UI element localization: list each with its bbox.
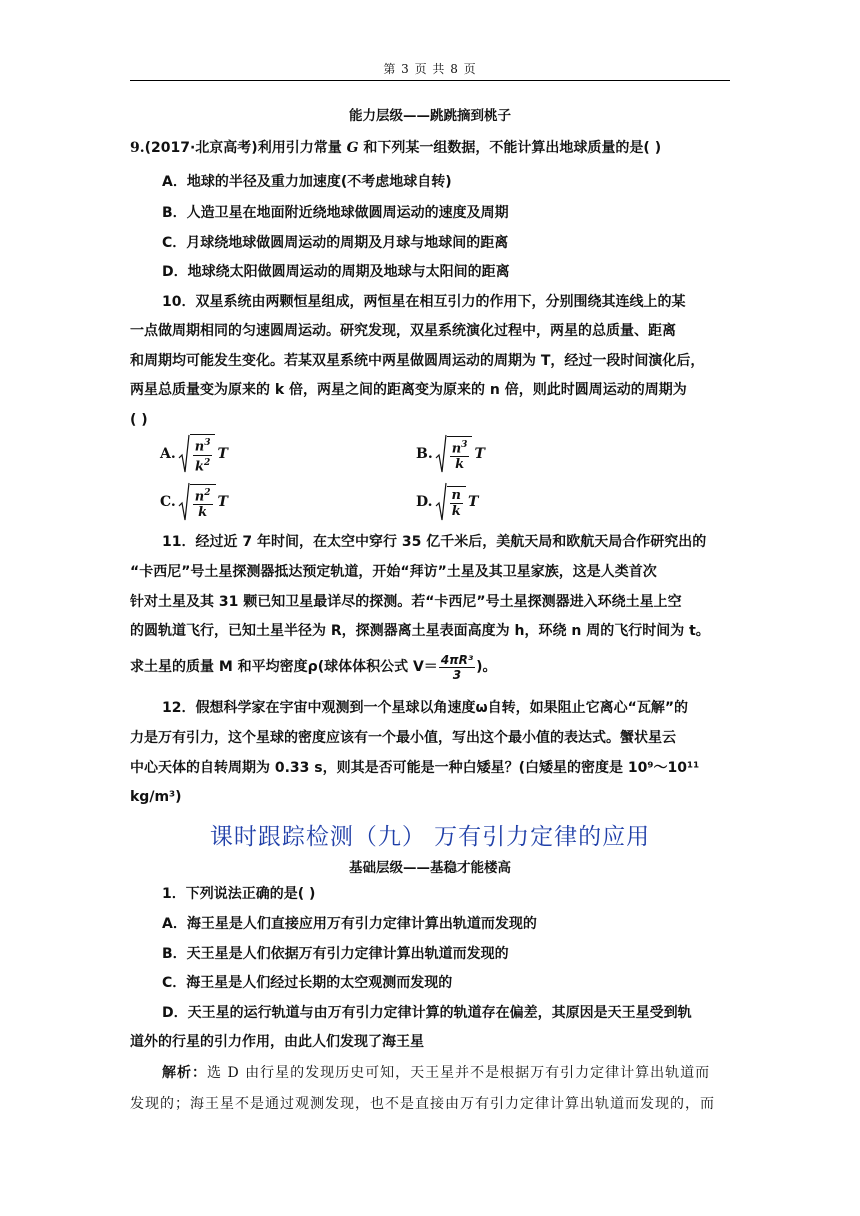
question-10-line: 10．双星系统由两颗恒星组成，两恒星在相互引力的作用下，分别围绕其连线上的某 [162, 294, 686, 310]
question-11-line: “卡西尼”号土星探测器抵达预定轨道，开始“拜访”土星及其卫星家族，这是人类首次 [130, 564, 657, 580]
question-11-line: 针对土星及其 31 颗已知卫星最详尽的探测。若“卡西尼”号土星探测器进入环绕土星上空 [130, 594, 682, 610]
frac-num: n [194, 489, 205, 505]
question-9-option-b: B．人造卫星在地面附近绕地球做圆周运动的速度及周期 [162, 205, 509, 221]
question-9-option-c: C．月球绕地球做圆周运动的周期及月球与地球间的距离 [162, 235, 509, 251]
radical-sign [435, 434, 473, 474]
option-tail: T [467, 494, 479, 510]
frac-den-exp: 2 [203, 457, 211, 468]
question-1-option-a: A．海王星是人们直接应用万有引力定律计算出轨道而发现的 [162, 916, 537, 932]
question-12-line: 中心天体的自转周期为 0.33 s，则其是否可能是一种白矮星？(白矮星的密度是 10⁹～10¹¹ [130, 760, 700, 776]
question-10-option-b [416, 434, 485, 474]
question-12-line: 力是万有引力，这个星球的密度应该有一个最小值，写出这个最小值的表达式。蟹状星云 [130, 730, 676, 746]
option-label: A. [160, 446, 176, 462]
question-12-line: 12．假想科学家在宇宙中观测到一个星球以角速度ω自转，如果阻止它离心“瓦解”的 [162, 700, 689, 716]
option-tail: T [474, 446, 485, 462]
question-10-line: 一点做周期相同的匀速圆周运动。研究发现，双星系统演化过程中，两星的总质量、距离 [130, 323, 676, 339]
option-tail: T [217, 446, 228, 462]
question-9-option-a: A．地球的半径及重力加速度(不考虑地球自转) [162, 174, 452, 190]
question-9-source: (2017·北京高考) [144, 140, 258, 156]
frac-num-exp: 2 [204, 487, 211, 498]
question-1-option-b: B．天王星是人们依据万有引力定律计算出轨道而发现的 [162, 946, 509, 962]
question-10-line: ( ) [130, 412, 148, 428]
radical-sign [178, 434, 216, 474]
analysis-label: 解析： [162, 1065, 207, 1081]
question-9-var-g: G [346, 140, 359, 156]
question-10-option-c [160, 482, 228, 522]
question-9-option-d: D．地球绕太阳做圆周运动的周期及地球与太阳间的距离 [162, 264, 510, 280]
frac-num: n [451, 487, 461, 503]
option-label: D. [416, 494, 433, 510]
question-9-text-a: 利用引力常量 [257, 140, 347, 156]
frac-den: k [198, 505, 208, 521]
question-1-option-c: C．海王星是人们经过长期的太空观测而发现的 [162, 975, 453, 991]
frac-num-exp: 3 [204, 438, 211, 449]
question-9-stem [130, 138, 730, 158]
chapter-title: 课时跟踪检测（九） 万有引力定律的应用 [209, 824, 651, 850]
question-11-line: 11．经过近 7 年时间，在太空中穿行 35 亿千米后，美航天局和欧航天局合作研究出的 [162, 534, 707, 550]
question-10-line: 两星总质量变为原来的 k 倍，两星之间的距离变为原来的 n 倍，则此时圆周运动的周期为 [130, 382, 687, 398]
frac-den: k [194, 458, 204, 474]
frac-den: k [451, 503, 461, 519]
header-divider [130, 80, 730, 81]
formula-numerator: 4πR³ [440, 652, 474, 667]
formula-denominator: 3 [452, 667, 462, 682]
analysis-text: 选 D 由行星的发现历史可知，天王星并不是根据万有引力定律计算出轨道而 [207, 1065, 711, 1081]
question-9-text-b: 和下列某一组数据，不能计算出地球质量的是( ) [358, 140, 662, 156]
option-label: B. [416, 446, 433, 462]
question-9-number: 9. [130, 140, 145, 156]
radical-sign [178, 482, 216, 522]
frac-num-exp: 3 [461, 439, 468, 450]
question-11-line: 的圆轨道飞行，已知土星半径为 R，探测器离土星表面高度为 h，环绕 n 周的飞行时间为 t。 [130, 623, 710, 639]
option-tail: T [217, 494, 228, 510]
option-label: C. [160, 494, 176, 510]
question-11-last-line [130, 650, 730, 684]
radical-sign [435, 482, 466, 522]
section-title-basic: 基础层级——基稳才能楼高 [349, 860, 511, 876]
question-12-line: kg/m³) [130, 789, 182, 805]
frac-num: n [194, 439, 205, 455]
question-1-option-d-cont: 道外的行星的引力作用，由此人们发现了海王星 [130, 1034, 424, 1050]
volume-formula [439, 653, 475, 682]
question-1-option-d: D．天王星的运行轨道与由万有引力定律计算的轨道存在偏差，其原因是天王星受到轨 [162, 1005, 692, 1021]
frac-num: n [451, 441, 462, 457]
question-11-text-b: )。 [476, 659, 497, 675]
question-10-option-a [160, 434, 228, 474]
question-11-text-a: 求土星的质量 M 和平均密度ρ(球体体积公式 V＝ [130, 659, 438, 675]
question-1-stem: 1．下列说法正确的是( ) [162, 886, 316, 902]
page-header: 第 3 页 共 8 页 [383, 62, 477, 76]
analysis-line [162, 1063, 762, 1083]
question-10-line: 和周期均可能发生变化。若某双星系统中两星做圆周运动的周期为 T，经过一段时间演化后， [130, 353, 705, 369]
analysis-line: 发现的；海王星不是通过观测发现，也不是直接由万有引力定律计算出轨道而发现的，而 [130, 1096, 715, 1112]
section-title-ability: 能力层级——跳跳摘到桃子 [349, 108, 511, 124]
question-10-option-d [416, 482, 478, 522]
frac-den: k [455, 457, 465, 473]
